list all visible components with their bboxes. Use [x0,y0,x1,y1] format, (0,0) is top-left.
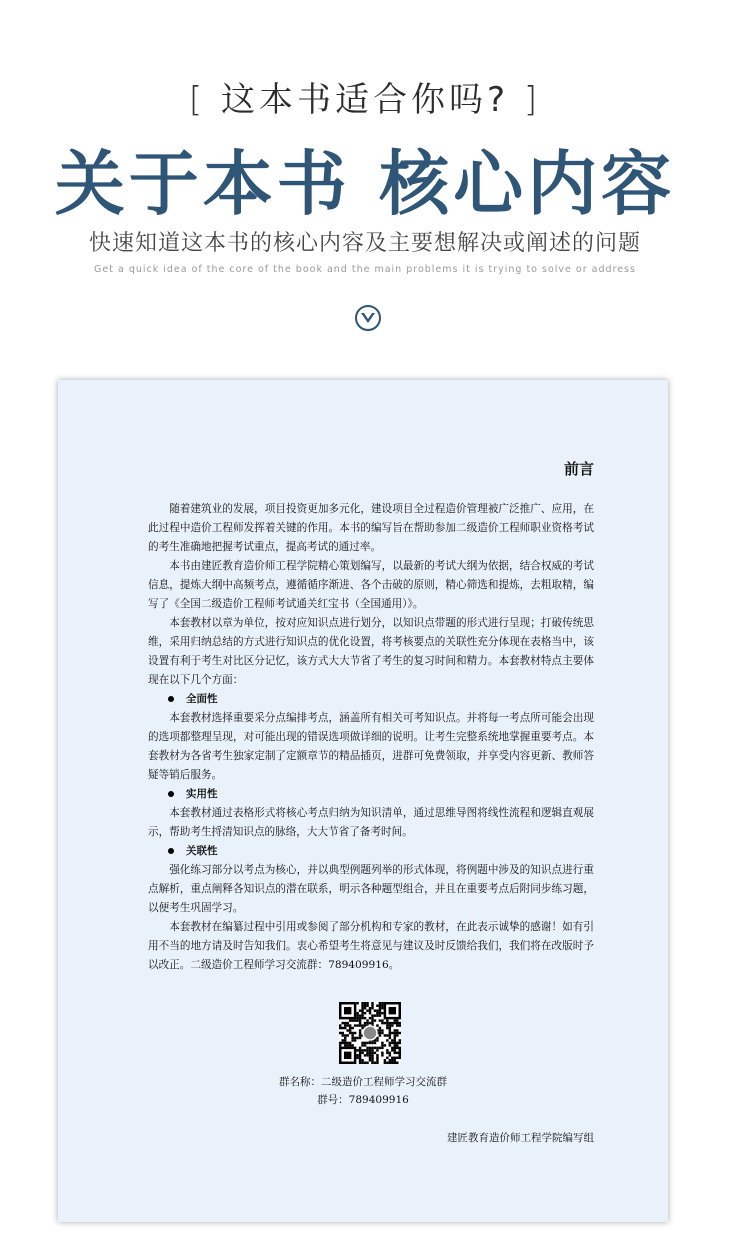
bullet-heading [148,785,594,804]
bullet-label: 关联性 [186,845,218,857]
paragraph: 本套教材以章为单位，按对应知识点进行划分，以知识点带题的形式进行呈现；打破传统思维，采用归纳总结的方式进行知识点的优化设置，将考核要点的关联性充分体现在表格当中，该设置有利于考生对比区分记忆，该方式大大节省了考生的复习时间和精力。本套教材特点主要体现在以下几个方面： [148,617,594,686]
page-title: 前言 [563,460,594,478]
qr-code [339,1002,401,1064]
header-banner [0,0,730,360]
paragraph: 强化练习部分以考点为核心，并以典型例题列举的形式体现，将例题中涉及的知识点进行重点解析，重点阐释各知识点的潜在联系，明示各种题型组合，并且在重要考点后附同步练习题，以便考生巩固学习。 [148,864,594,914]
paragraph: 本书由建匠教育造价师工程学院精心策划编写，以最新的考试大纲为依据，结合权威的考试信息，提炼大纲中高频考点，遵循循序渐进、各个击破的原则，精心筛选和提炼，去粗取精，编写了《全国二级造价工程师考试通关红宝书（全国通用）》。 [148,560,594,610]
bullet-dot-icon [168,696,174,702]
bullet-dot-icon [168,848,174,854]
bullet-dot-icon [168,791,174,797]
header-title: 关于本书 核心内容 [54,142,676,225]
header-subtitle: 快速知道这本书的核心内容及主要想解决或阐述的问题 [88,231,641,256]
bracket-right: ] [523,80,542,120]
preface-page [58,380,668,1222]
header-question [0,72,730,121]
paragraph: 本套教材选择重要采分点编排考点，涵盖所有相关可考知识点。并将每一考点所可能会出现的选项都整理呈现，对可能出现的错误选项做详细的说明。让考生完整系统地掌握重要考点。本套教材为各省考生独家定制了定额章节的精品插页，进群可免费领取，并享受内容更新、教师答疑等销后服务。 [148,712,594,781]
preface-body [148,500,594,975]
header-english: Get a quick idea of the core of the book and the main problems it is trying to solve or address [94,264,636,275]
signature: 建匠教育造价师工程学院编写组 [447,1132,594,1144]
bullet-label: 实用性 [186,788,218,800]
bullet-heading [148,690,594,709]
paragraph: 随着建筑业的发展，项目投资更加多元化，建设项目全过程造价管理被广泛推广、应用，在此过程中造价工程师发挥着关键的作用。本书的编写旨在帮助参加二级造价工程师职业资格考试的考生准确地把握考试重点，提高考试的通过率。 [148,503,594,553]
bullet-heading [148,842,594,861]
paragraph: 本套教材在编纂过程中引用或参阅了部分机构和专家的教材，在此表示诚挚的感谢！如有引用不当的地方请及时告知我们。衷心希望考生将意见与建议及时反馈给我们，我们将在改版时予以改正。二级造价工程师学习交流群：789409916。 [148,921,594,971]
bracket-left: [ [188,80,207,120]
qr-caption-id: 群号：789409916 [317,1094,409,1106]
qr-caption-name: 群名称：二级造价工程师学习交流群 [279,1076,447,1088]
question-text: 这本书适合你吗? [220,80,510,120]
bullet-label: 全面性 [186,693,218,705]
chevron-down-circle-icon [355,305,381,331]
paragraph: 本套教材通过表格形式将核心考点归纳为知识清单，通过思维导图将线性流程和逻辑直观展示，帮助考生捋清知识点的脉络，大大节省了备考时间。 [148,807,594,838]
